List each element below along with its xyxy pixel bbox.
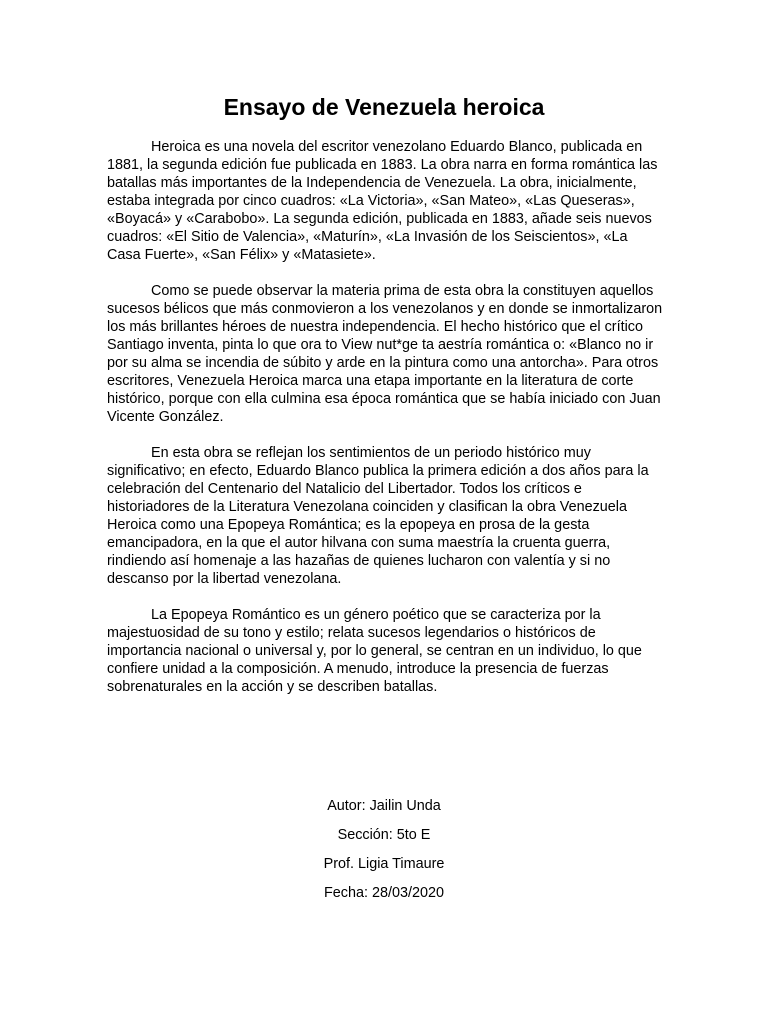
document-footer xyxy=(0,797,768,913)
paragraph-2: Como se puede observar la materia prima de esta obra la constituyen aquellos sucesos bélicos que más conmovieron a los venezolanos y en donde se inmortalizaron los más brillantes héroes de nuestra independencia. El hecho histórico que el crítico Santiago inventa, pinta lo que ora to View nut*ge ta aestría romántica o: «Blanco no ir por su alma se incendia de súbito y arde en la pintura como una antorcha». Para otros escritores, Venezuela Heroica marca una etapa importante en la literatura de corte histórico, porque con ella culmina esa época romántica que se había iniciado con Juan Vicente González. xyxy=(107,283,663,425)
author-line: Autor: Jailin Unda xyxy=(327,798,441,814)
document-body xyxy=(107,138,663,714)
paragraph-4: La Epopeya Romántico es un género poético que se caracteriza por la majestuosidad de su tono y estilo; relata sucesos legendarios o históricos de importancia nacional o universal y, por lo general, se centran en un individuo, lo que confiere unidad a la composición. A menudo, introduce la presencia de fuerzas sobrenaturales en la acción y se describen batallas. xyxy=(107,607,642,695)
paragraph-1: Heroica es una novela del escritor venezolano Eduardo Blanco, publicada en 1881, la segunda edición fue publicada en 1883. La obra narra en forma romántica las batallas más importantes de la Independencia de Venezuela. La obra, inicialmente, estaba integrada por cinco cuadros: «La Victoria», «San Mateo», «Las Queseras», «Boyacá» y «Carabobo». La segunda edición, publicada en 1883, añade seis nuevos cuadros: «El Sitio de Valencia», «Maturín», «La Invasión de los Seiscientos», «La Casa Fuerte», «San Félix» y «Matasiete». xyxy=(107,139,658,263)
paragraph-3: En esta obra se reflejan los sentimientos de un periodo histórico muy significativo; en efecto, Eduardo Blanco publica la primera edición a dos años para la celebración del Centenario del Natalicio del Libertador. Todos los críticos e historiadores de la Literatura Venezolana coinciden y clasifican la obra Venezuela Heroica como una Epopeya Romántica; es la epopeya en prosa de la gesta emancipadora, en la que el autor hilvana con suma maestría la cruenta guerra, rindiendo así homenaje a las hazañas de quienes lucharon con valentía y si no descanso por la libertad venezolana. xyxy=(107,445,649,587)
date-line: Fecha: 28/03/2020 xyxy=(323,885,445,901)
section-line: Sección: 5to E xyxy=(337,827,431,843)
document-title: Ensayo de Venezuela heroica xyxy=(223,94,545,120)
teacher-line: Prof. Ligia Timaure xyxy=(323,856,445,872)
